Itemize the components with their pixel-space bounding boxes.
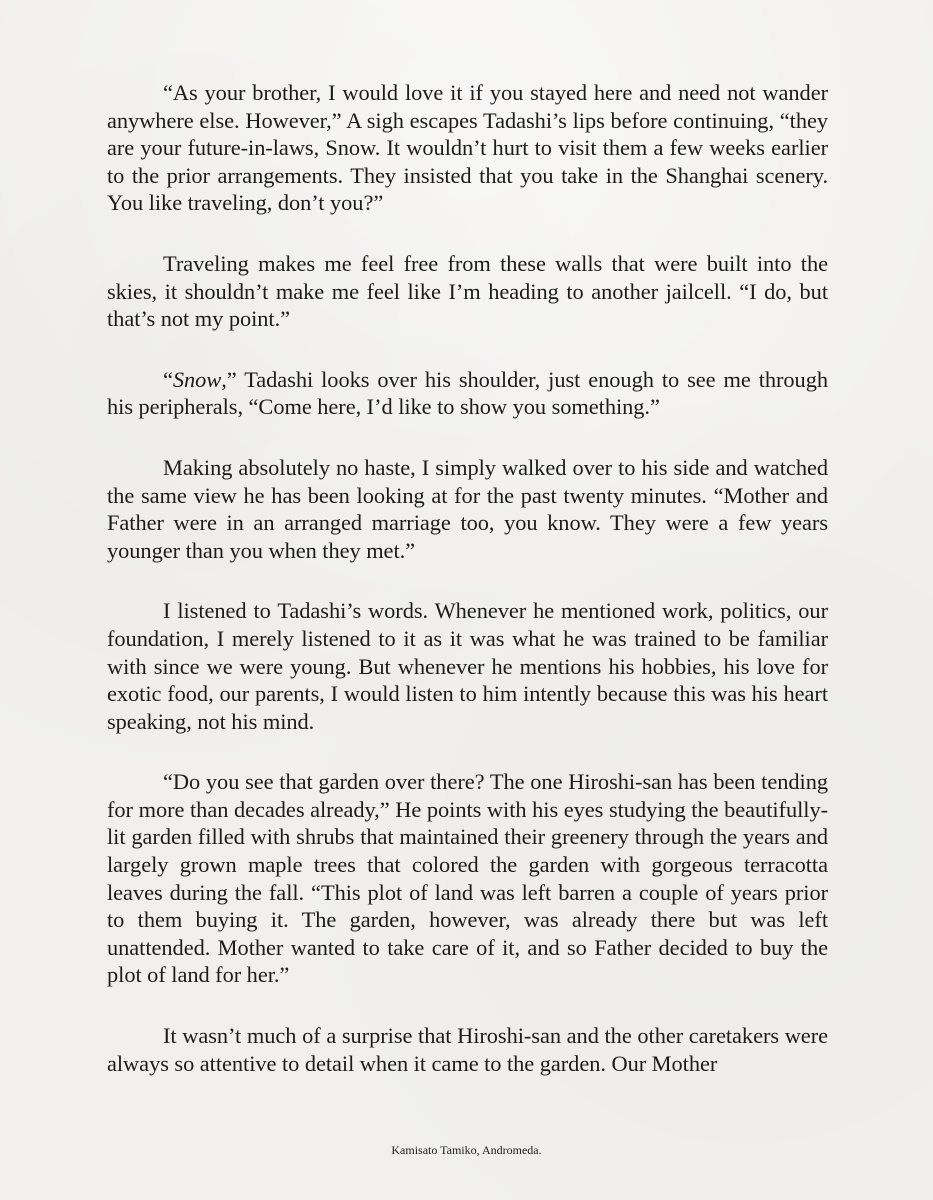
paragraph-segment: Traveling makes me feel free from these walls that were built into the skies, it shouldn’t make me feel like I’m heading to another jailcell. “I do, but that’s not my point.” — [107, 250, 828, 332]
paragraph-segment: ,” Tadashi looks over his shoulder, just enough to see me through his peripherals, “Come here, I’d like to show you something.” — [107, 366, 828, 420]
paragraph-1 — [107, 79, 828, 217]
paragraph-7 — [107, 1022, 828, 1077]
paragraph-6 — [107, 768, 828, 989]
story-body — [107, 79, 828, 1110]
paragraph-segment-italic: Snow — [172, 366, 222, 392]
paragraph-segment: “Do you see that garden over there? The one Hiroshi-san has been tending for more than decades already,” He points with his eyes studying the beautifully-lit garden filled with shrubs that maintained their greenery through the years and largely grown maple trees that colored the garden with gorgeous terracotta leaves during the fall. “This plot of land was left barren a couple of years prior to them buying it. The garden, however, was already there but was left unattended. Mother wanted to take care of it, and so Father decided to buy the plot of land for her.” — [107, 769, 828, 988]
paragraph-3 — [107, 366, 828, 421]
paragraph-segment: “As your brother, I would love it if you stayed here and need not wander anywhere else. However,” A sigh escapes Tadashi’s lips before continuing, “they are your future-in-laws, Snow. It wouldn’t hurt to visit them a few weeks earlier to the prior arrangements. They insisted that you take in the Shanghai scenery. You like traveling, don’t you?” — [107, 80, 828, 216]
author-credit: Kamisato Tamiko, Andromeda. — [391, 1143, 542, 1157]
paragraph-segment: “ — [163, 366, 173, 392]
paragraph-segment: Making absolutely no haste, I simply walked over to his side and watched the same view he has been looking at for the past twenty minutes. “Mother and Father were in an arranged marriage too, you know. They were a few years younger than you when they met.” — [107, 454, 828, 563]
paragraph-5 — [107, 597, 828, 735]
paragraph-segment: I listened to Tadashi’s words. Whenever he mentioned work, politics, our foundation, I merely listened to it as it was what he was trained to be familiar with since we were young. But whenever he mentions his hobbies, his love for exotic food, our parents, I would listen to him intently because this was his heart speaking, not his mind. — [107, 598, 828, 734]
paragraph-2 — [107, 250, 828, 333]
paragraph-4 — [107, 454, 828, 564]
paragraph-segment: It wasn’t much of a surprise that Hiroshi-san and the other caretakers were always so attentive to detail when it came to the garden. Our Mother — [107, 1023, 828, 1076]
